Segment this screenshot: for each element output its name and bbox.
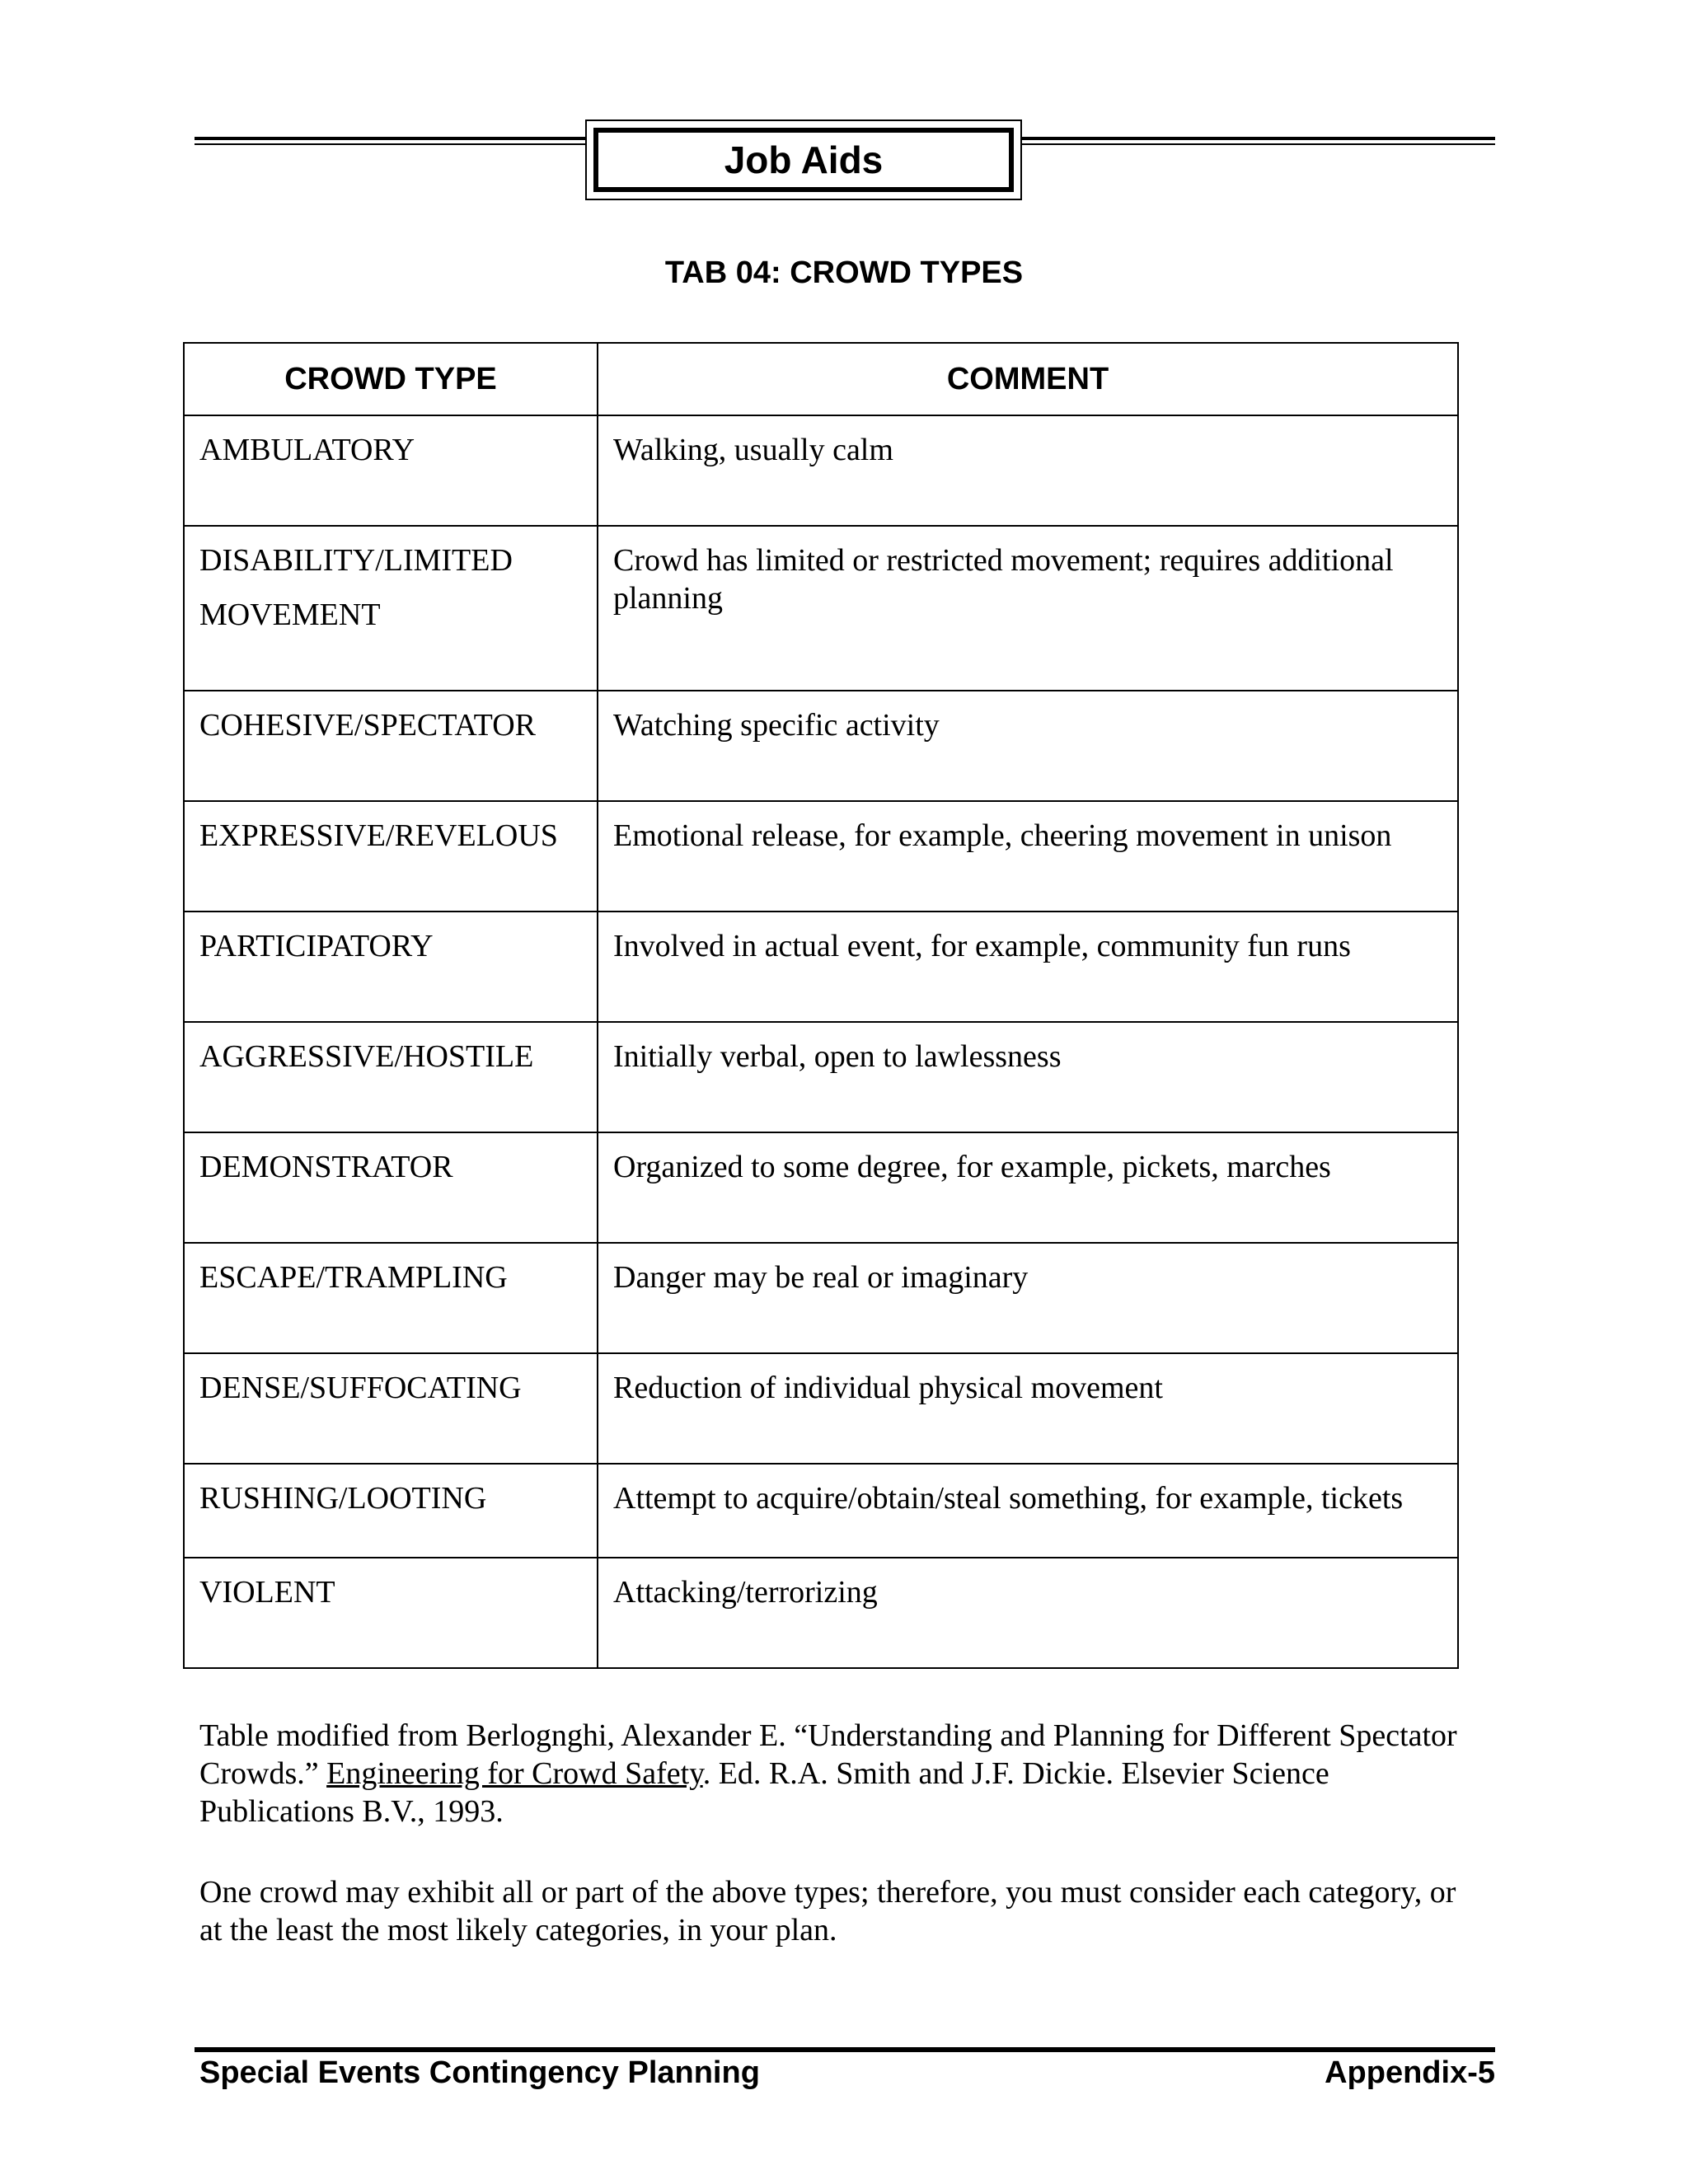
crowd-type-cell: ESCAPE/TRAMPLING [184,1243,598,1353]
citation-book-title: Engineering for Crowd Safety [326,1756,703,1791]
crowd-type-cell: EXPRESSIVE/REVELOUS [184,801,598,912]
crowd-type-cell: COHESIVE/SPECTATOR [184,691,598,801]
comment-cell: Attacking/terrorizing [598,1558,1458,1668]
citation-text-before: Table modified from Berlognghi, Alexander E. “Understanding and Planning for Different Spectator Crowds.” [199,1718,1457,1791]
comment-cell: Initially verbal, open to lawlessness [598,1022,1458,1132]
table-row [184,1464,1458,1558]
table-header-row [184,343,1458,415]
comment-cell: Organized to some degree, for example, pickets, marches [598,1132,1458,1243]
table-row [184,1353,1458,1464]
comment-cell: Walking, usually calm [598,415,1458,526]
comment-cell: Emotional release, for example, cheering movement in unison [598,801,1458,912]
planning-advice: One crowd may exhibit all or part of the above types; therefore, you must consider each category, or at the least the most likely categories, in your plan. [199,1875,1456,1947]
comment-cell: Reduction of individual physical movement [598,1353,1458,1464]
table-row [184,912,1458,1022]
crowd-type-cell: AGGRESSIVE/HOSTILE [184,1022,598,1132]
comment-cell: Crowd has limited or restricted movement; requires additional planning [598,526,1458,691]
job-aids-banner [585,120,1022,200]
table-row [184,801,1458,912]
crowd-type-cell: PARTICIPATORY [184,912,598,1022]
footer-page-number: Appendix-5 [1325,2055,1495,2090]
crowd-type-cell: VIOLENT [184,1558,598,1668]
crowd-type-cell [184,526,598,691]
crowd-type-cell: AMBULATORY [184,415,598,526]
table-row [184,1243,1458,1353]
comment-cell: Attempt to acquire/obtain/steal something, for example, tickets [598,1464,1458,1558]
table-row [184,1132,1458,1243]
citation-text-after: . Ed. R.A. Smith and J.F. Dickie. Elsevier Science Publications B.V., 1993. [199,1756,1329,1829]
column-header-comment: COMMENT [598,343,1458,415]
crowd-type-line: DISABILITY/LIMITED [199,543,513,578]
source-citation [199,1717,1485,1830]
header-rule-left [195,137,585,145]
header-rule-right [1022,137,1495,145]
comment-cell: Involved in actual event, for example, community fun runs [598,912,1458,1022]
comment-cell: Watching specific activity [598,691,1458,801]
table-row [184,526,1458,691]
job-aids-label: Job Aids [593,128,1014,192]
comment-cell: Danger may be real or imaginary [598,1243,1458,1353]
crowd-type-line: MOVEMENT [199,598,381,632]
column-header-crowd-type: CROWD TYPE [184,343,598,415]
crowd-types-table [183,342,1459,1669]
table-row [184,1558,1458,1668]
crowd-type-cell: RUSHING/LOOTING [184,1464,598,1558]
footer-document-title: Special Events Contingency Planning [199,2055,760,2090]
table-row [184,1022,1458,1132]
table-row [184,415,1458,526]
table-row [184,691,1458,801]
crowd-type-cell: DEMONSTRATOR [184,1132,598,1243]
page-title: TAB 04: CROWD TYPES [664,255,1024,290]
footer-rule [195,2047,1495,2052]
crowd-type-cell: DENSE/SUFFOCATING [184,1353,598,1464]
